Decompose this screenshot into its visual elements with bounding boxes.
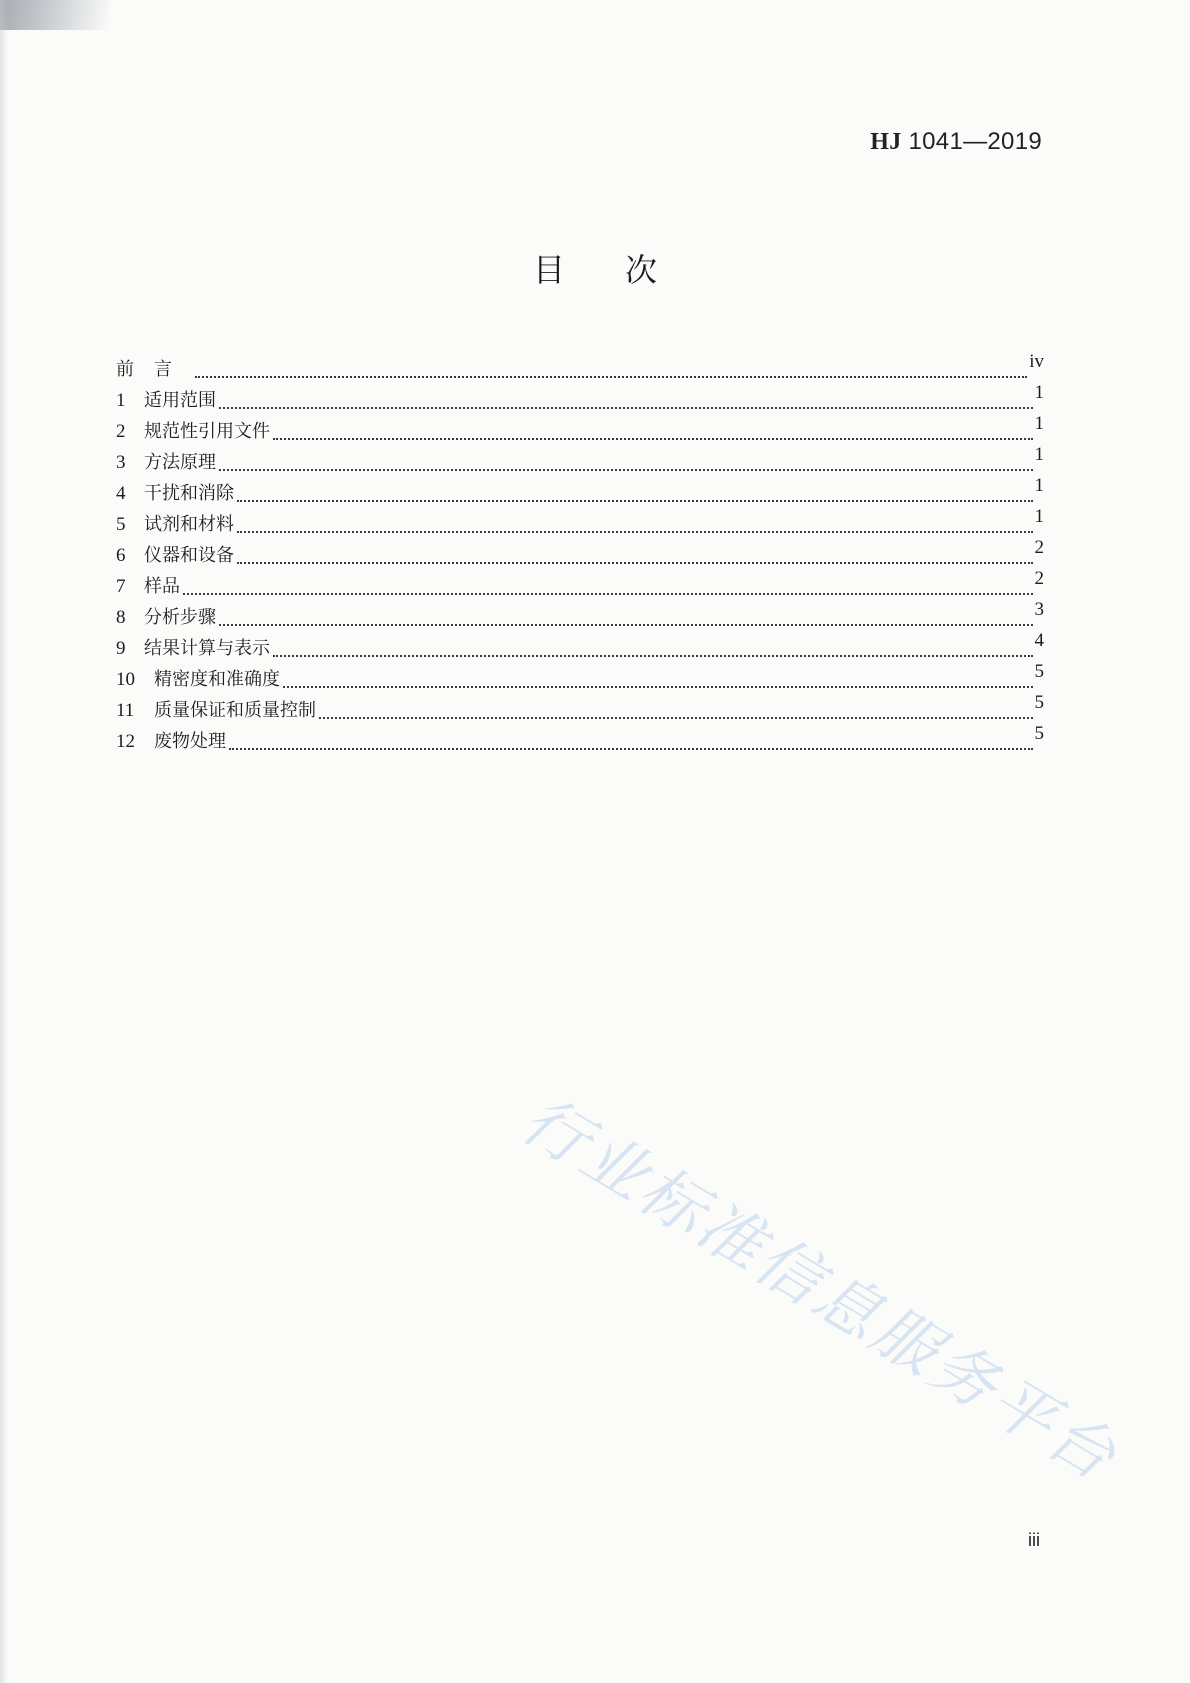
toc-entry-label: 干扰和消除 — [144, 483, 234, 504]
toc-entry-number: 5 — [116, 514, 126, 535]
toc-entry[interactable] — [116, 630, 1044, 664]
toc-entry[interactable] — [116, 692, 1044, 726]
toc-entry-number: 4 — [116, 483, 126, 504]
toc-entry-page: iv — [1029, 351, 1044, 372]
toc-entry-number: 9 — [116, 638, 126, 659]
toc-entry-page: 5 — [1034, 661, 1044, 682]
toc-entry-label: 样品 — [144, 576, 180, 597]
toc-entry[interactable] — [116, 475, 1044, 509]
toc-entry-label: 仪器和设备 — [144, 545, 234, 566]
toc-entry-page: 1 — [1034, 475, 1044, 496]
toc-entry-number: 3 — [116, 452, 126, 473]
toc-dot-leader — [283, 686, 1033, 688]
toc-entry-page: 1 — [1034, 413, 1044, 434]
page-title: 目次 — [532, 251, 717, 289]
toc-entry[interactable] — [116, 723, 1044, 757]
scan-shadow — [0, 0, 110, 30]
toc-entry-label: 适用范围 — [144, 390, 216, 411]
toc-dot-leader — [195, 376, 1027, 378]
toc-entry-page: 3 — [1034, 599, 1044, 620]
standard-prefix: HJ — [870, 129, 902, 155]
toc-entry-page: 4 — [1034, 630, 1044, 651]
toc-entry-label: 分析步骤 — [144, 607, 216, 628]
toc-entry-label: 试剂和材料 — [144, 514, 234, 535]
toc-dot-leader — [319, 717, 1033, 719]
toc-entry-page: 2 — [1034, 568, 1044, 589]
toc-entry[interactable] — [116, 351, 1044, 385]
standard-number: 1041—2019 — [908, 128, 1042, 155]
toc-entry-label: 前言 — [116, 359, 192, 380]
watermark: 行业标准信息服务平台 — [509, 1082, 1131, 1497]
toc-entry-page: 1 — [1034, 444, 1044, 465]
toc-dot-leader — [219, 407, 1033, 409]
toc-entry-page: 1 — [1034, 506, 1044, 527]
toc-entry[interactable] — [116, 599, 1044, 633]
toc-entry[interactable] — [116, 506, 1044, 540]
toc-entry-label: 结果计算与表示 — [144, 638, 270, 659]
toc-entry-number: 6 — [116, 545, 126, 566]
toc-entry-page: 1 — [1034, 382, 1044, 403]
page-number: iii — [1028, 1530, 1040, 1550]
toc-entry-page: 5 — [1034, 692, 1044, 713]
toc-entry-label: 规范性引用文件 — [144, 421, 270, 442]
toc-dot-leader — [229, 748, 1033, 750]
toc-entry-number: 8 — [116, 607, 126, 628]
toc-entry[interactable] — [116, 568, 1044, 602]
toc-entry-label: 废物处理 — [154, 731, 226, 752]
toc-entry[interactable] — [116, 537, 1044, 571]
toc-dot-leader — [219, 624, 1033, 626]
toc-entry[interactable] — [116, 661, 1044, 695]
toc-entry[interactable] — [116, 382, 1044, 416]
toc-entry-number: 11 — [116, 700, 135, 721]
toc-entry-number: 10 — [116, 669, 135, 690]
toc-dot-leader — [183, 593, 1033, 595]
toc-entry-label: 质量保证和质量控制 — [154, 700, 316, 721]
toc-entry-page: 2 — [1034, 537, 1044, 558]
toc-dot-leader — [273, 655, 1033, 657]
toc-entry[interactable] — [116, 413, 1044, 447]
toc-entry-label: 精密度和准确度 — [154, 669, 280, 690]
toc-entry[interactable] — [116, 444, 1044, 478]
toc-entry-number: 7 — [116, 576, 126, 597]
toc-entry-number: 1 — [116, 390, 126, 411]
toc-entry-page: 5 — [1034, 723, 1044, 744]
toc-entry-label: 方法原理 — [144, 452, 216, 473]
toc-dot-leader — [237, 562, 1033, 564]
toc-dot-leader — [273, 438, 1033, 440]
toc-entry-number: 2 — [116, 421, 126, 442]
standard-code — [870, 128, 1042, 156]
toc-entry-number: 12 — [116, 731, 135, 752]
toc-dot-leader — [219, 469, 1033, 471]
toc-dot-leader — [237, 500, 1033, 502]
toc-dot-leader — [237, 531, 1033, 533]
table-of-contents — [116, 351, 1044, 757]
